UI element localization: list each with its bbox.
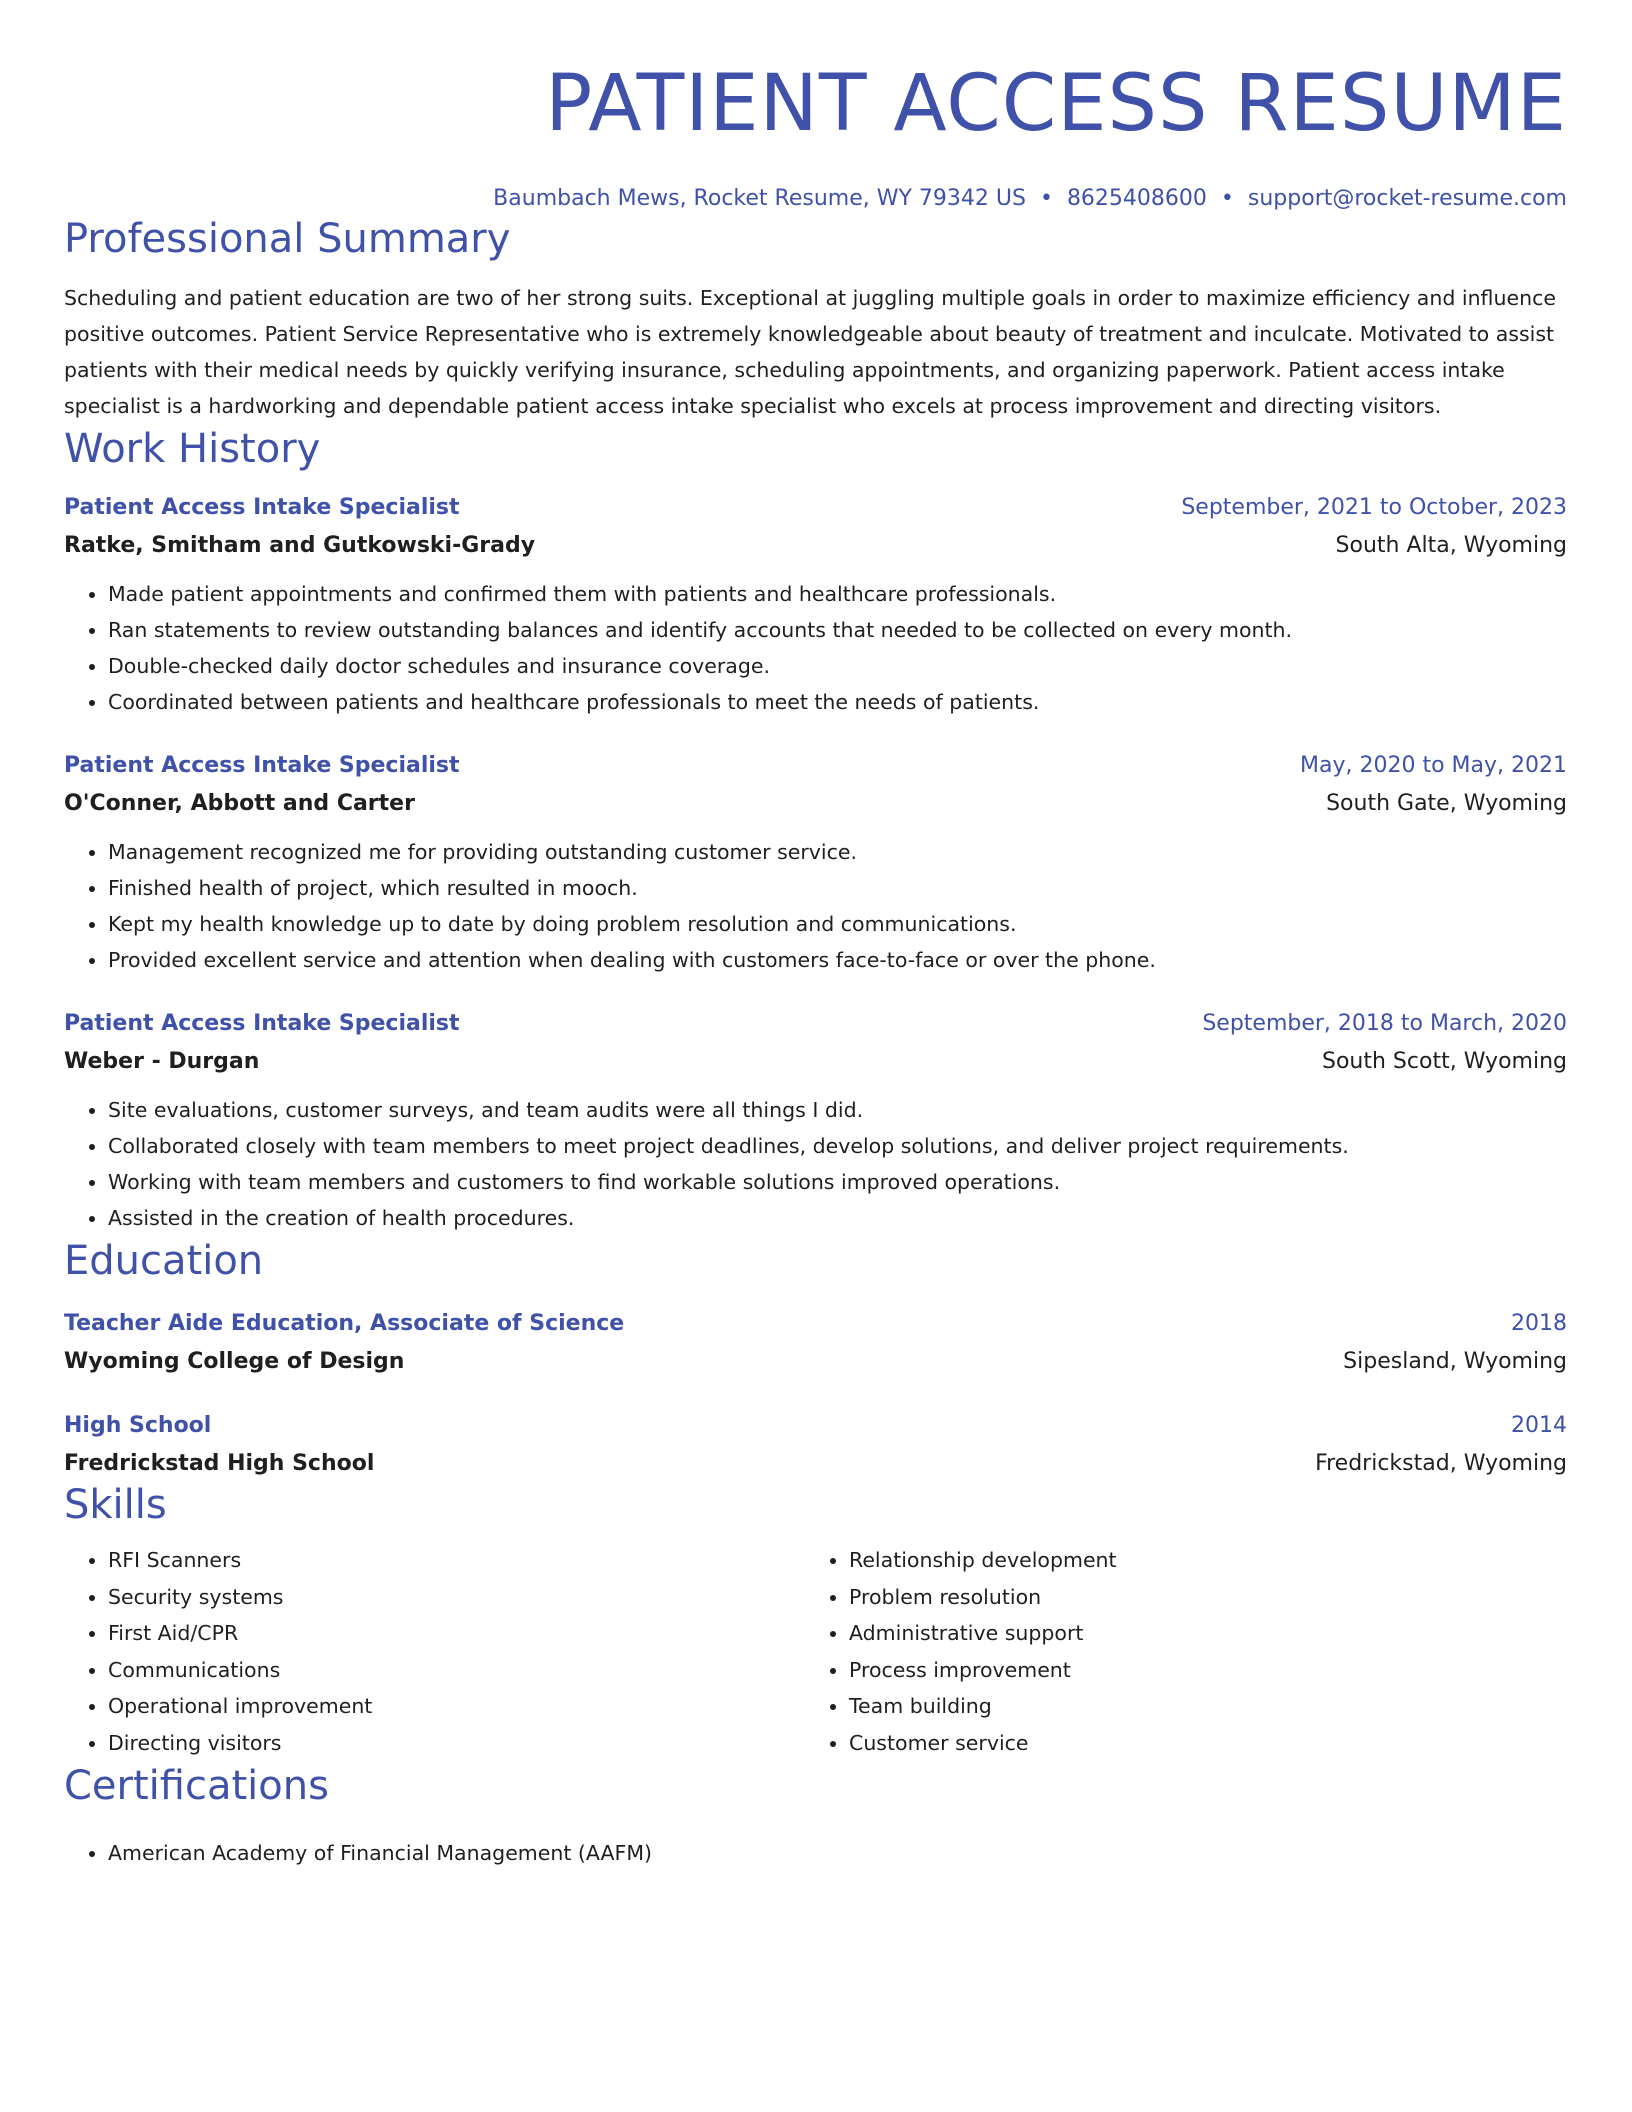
education-location: Sipesland, Wyoming: [1343, 1349, 1567, 1374]
contact-address: Baumbach Mews, Rocket Resume, WY 79342 US: [493, 186, 1026, 211]
job-bullet: • Kept my health knowledge up to date by doing problem resolution and communications.: [108, 906, 1567, 942]
education-entry: [64, 1308, 1567, 1378]
education-entry: [64, 1410, 1567, 1480]
job-company: Weber - Durgan: [64, 1049, 260, 1074]
job-location: South Scott, Wyoming: [1322, 1049, 1567, 1074]
job-bullet: • Made patient appointments and confirmed them with patients and healthcare professionals.: [108, 576, 1567, 612]
skills-list-left: [64, 1542, 805, 1761]
job-entry: [64, 750, 1567, 978]
job-bullet: • Finished health of project, which resulted in mooch.: [108, 870, 1567, 906]
resume-page: [64, 0, 1567, 1871]
contact-phone: 8625408600: [1066, 186, 1207, 211]
skill-item: • Directing visitors: [108, 1725, 805, 1762]
section-heading-education: Education: [64, 1238, 264, 1284]
skill-item: • Security systems: [108, 1579, 805, 1616]
job-dates: September, 2018 to March, 2020: [1202, 1011, 1567, 1036]
skill-item: • Problem resolution: [849, 1579, 1546, 1616]
job-role: Patient Access Intake Specialist: [64, 495, 460, 520]
job-bullet: • Ran statements to review outstanding balances and identify accounts that needed to be collected on every month.: [108, 612, 1567, 648]
skill-item: • Operational improvement: [108, 1688, 805, 1725]
skill-item: • Customer service: [849, 1725, 1546, 1762]
job-bullets: [64, 1092, 1567, 1236]
job-bullet: • Site evaluations, customer surveys, and team audits were all things I did.: [108, 1092, 1567, 1128]
job-company: Ratke, Smitham and Gutkowski-Grady: [64, 533, 536, 558]
contact-separator: •: [1220, 186, 1234, 211]
job-bullets: [64, 576, 1567, 720]
education-year: 2018: [1511, 1311, 1567, 1336]
job-company: O'Conner, Abbott and Carter: [64, 791, 415, 816]
summary-text: Scheduling and patient education are two of her strong suits. Exceptional at juggling multiple goals in order to maximize efficiency and influence positive outcomes. Patient Service Representative who is extremely knowledgeable about beauty of treatment and inculcate. Motivated to assist patients with their medical needs by quickly verifying insurance, scheduling appointments, and organizing paperwork. Patient access intake specialist is a hardworking and dependable patient access intake specialist who excels at process improvement and directing visitors.: [64, 286, 1556, 418]
section-heading-work: Work History: [64, 426, 321, 472]
education-degree: Teacher Aide Education, Associate of Science: [64, 1311, 625, 1336]
contact-line: [64, 184, 1567, 214]
skill-item: • Relationship development: [849, 1542, 1546, 1579]
education-year: 2014: [1511, 1413, 1567, 1438]
job-role: Patient Access Intake Specialist: [64, 753, 460, 778]
job-role: Patient Access Intake Specialist: [64, 1011, 460, 1036]
section-heading-summary: Professional Summary: [64, 216, 511, 262]
job-bullet: • Working with team members and customers to find workable solutions improved operations.: [108, 1164, 1567, 1200]
certifications-list: [64, 1835, 1567, 1871]
job-bullet: • Management recognized me for providing outstanding customer service.: [108, 834, 1567, 870]
skill-item: • Team building: [849, 1688, 1546, 1725]
job-entry: [64, 1008, 1567, 1236]
job-bullets: [64, 834, 1567, 978]
certification-item: • American Academy of Financial Management (AAFM): [108, 1835, 1567, 1871]
section-heading-certifications: Certifications: [64, 1763, 329, 1809]
education-location: Fredrickstad, Wyoming: [1315, 1451, 1567, 1476]
skill-item: • Communications: [108, 1652, 805, 1689]
job-entry: [64, 492, 1567, 720]
education-school: Wyoming College of Design: [64, 1349, 405, 1374]
skill-item: • Process improvement: [849, 1652, 1546, 1689]
skill-item: • First Aid/CPR: [108, 1615, 805, 1652]
job-bullet: • Double-checked daily doctor schedules and insurance coverage.: [108, 648, 1567, 684]
job-dates: September, 2021 to October, 2023: [1181, 495, 1567, 520]
job-location: South Alta, Wyoming: [1335, 533, 1567, 558]
contact-separator: •: [1039, 186, 1053, 211]
job-bullet: • Collaborated closely with team members to meet project deadlines, develop solutions, and deliver project requirements.: [108, 1128, 1567, 1164]
job-bullet: • Coordinated between patients and healthcare professionals to meet the needs of patients.: [108, 684, 1567, 720]
education-degree: High School: [64, 1413, 212, 1438]
job-dates: May, 2020 to May, 2021: [1300, 753, 1567, 778]
job-bullet: • Assisted in the creation of health procedures.: [108, 1200, 1567, 1236]
resume-title: PATIENT ACCESS RESUME: [545, 59, 1567, 149]
skills-columns: [64, 1542, 1567, 1761]
job-location: South Gate, Wyoming: [1326, 791, 1567, 816]
contact-email: support@rocket-resume.com: [1247, 186, 1567, 211]
section-heading-skills: Skills: [64, 1482, 167, 1528]
education-school: Fredrickstad High School: [64, 1451, 375, 1476]
skill-item: • RFI Scanners: [108, 1542, 805, 1579]
job-bullet: • Provided excellent service and attention when dealing with customers face-to-face or over the phone.: [108, 942, 1567, 978]
skill-item: • Administrative support: [849, 1615, 1546, 1652]
skills-list-right: [805, 1542, 1546, 1761]
